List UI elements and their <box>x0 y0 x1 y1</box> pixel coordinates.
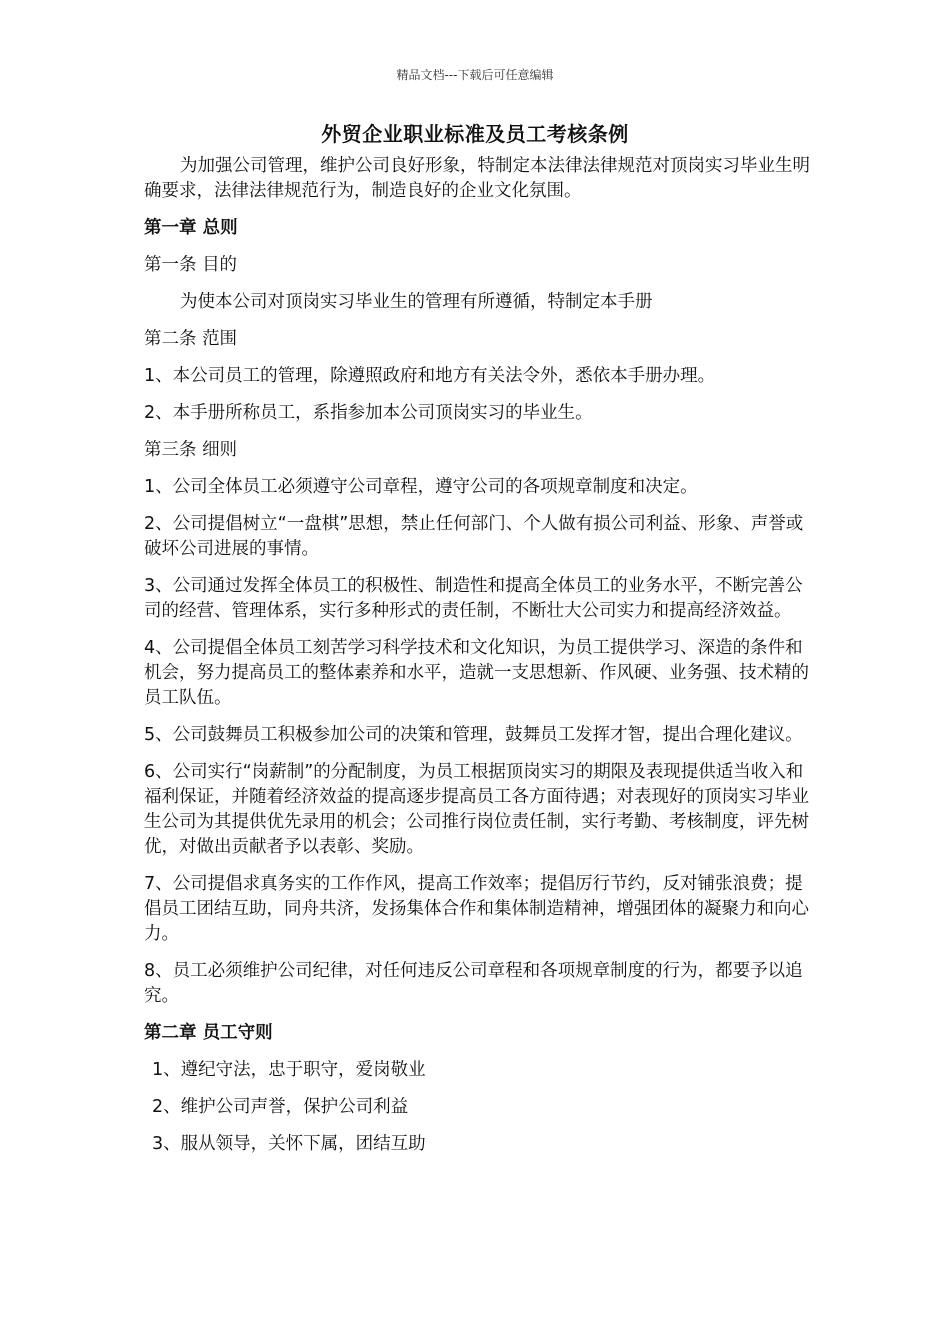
article-3-item: 7、公司提倡求真务实的工作作风，提高工作效率；提倡厉行节约，反对铺张浪费；提倡员工团结互助，同舟共济，发扬集体合作和集体制造精神，增强团体的凝聚力和向心力。 <box>144 874 809 944</box>
article-2-item: 1、本公司员工的管理，除遵照政府和地方有关法令外，悉依本手册办理。 <box>144 366 716 386</box>
article-1-text: 为使本公司对顶岗实习毕业生的管理有所遵循，特制定本手册 <box>180 292 653 312</box>
article-3-item: 4、公司提倡全体员工刻苦学习科学技术和文化知识，为员工提供学习、深造的条件和机会，努力提高员工的整体素养和水平，造就一支思想新、作风硬、业务强、技术精的员工队伍。 <box>144 638 809 708</box>
article-3-item: 5、公司鼓舞员工积极参加公司的决策和管理，鼓舞员工发挥才智，提出合理化建议。 <box>144 725 803 745</box>
intro-paragraph: 为加强公司管理，维护公司良好形象，特制定本法律法律规范对顶岗实习毕业生明确要求，法律法律规范行为，制造良好的企业文化氛围。 <box>144 156 810 201</box>
article-3-item: 8、员工必须维护公司纪律，对任何违反公司章程和各项规章制度的行为，都要予以追究。 <box>144 961 803 1006</box>
document-title: 外贸企业职业标准及员工考核条例 <box>321 122 629 146</box>
chapter-2-heading: 第二章 员工守则 <box>144 1023 273 1043</box>
rule-item: 1、遵纪守法，忠于职守，爱岗敬业 <box>152 1060 426 1080</box>
chapter-1-heading: 第一章 总则 <box>144 218 238 238</box>
header-note: 精品文档---下载后可任意编辑 <box>396 68 554 82</box>
article-3-heading: 第三条 细则 <box>144 440 238 460</box>
article-3-item: 3、公司通过发挥全体员工的积极性、制造性和提高全体员工的业务水平，不断完善公司的经营、管理体系，实行多种形式的责任制，不断壮大公司实力和提高经济效益。 <box>144 576 803 621</box>
article-3-item: 2、公司提倡树立“一盘棋”思想，禁止任何部门、个人做有损公司利益、形象、声誉或破坏公司进展的事情。 <box>144 514 804 559</box>
document-body <box>144 154 819 1169</box>
article-3-item: 1、公司全体员工必须遵守公司章程，遵守公司的各项规章制度和决定。 <box>144 477 698 497</box>
rule-item: 3、服从领导，关怀下属，团结互助 <box>152 1134 426 1154</box>
article-3-item: 6、公司实行“岗薪制”的分配制度，为员工根据顶岗实习的期限及表现提供适当收入和福利保证，并随着经济效益的提高逐步提高员工各方面待遇；对表现好的顶岗实习毕业生公司为其提供优先录用的机会；公司推行岗位责任制，实行考勤、考核制度，评先树优，对做出贡献者予以表彰、奖励。 <box>144 762 809 857</box>
article-2-heading: 第二条 范围 <box>144 329 238 349</box>
article-2-item: 2、本手册所称员工，系指参加本公司顶岗实习的毕业生。 <box>144 403 593 423</box>
rule-item: 2、维护公司声誉，保护公司利益 <box>152 1097 409 1117</box>
article-1-heading: 第一条 目的 <box>144 255 238 275</box>
